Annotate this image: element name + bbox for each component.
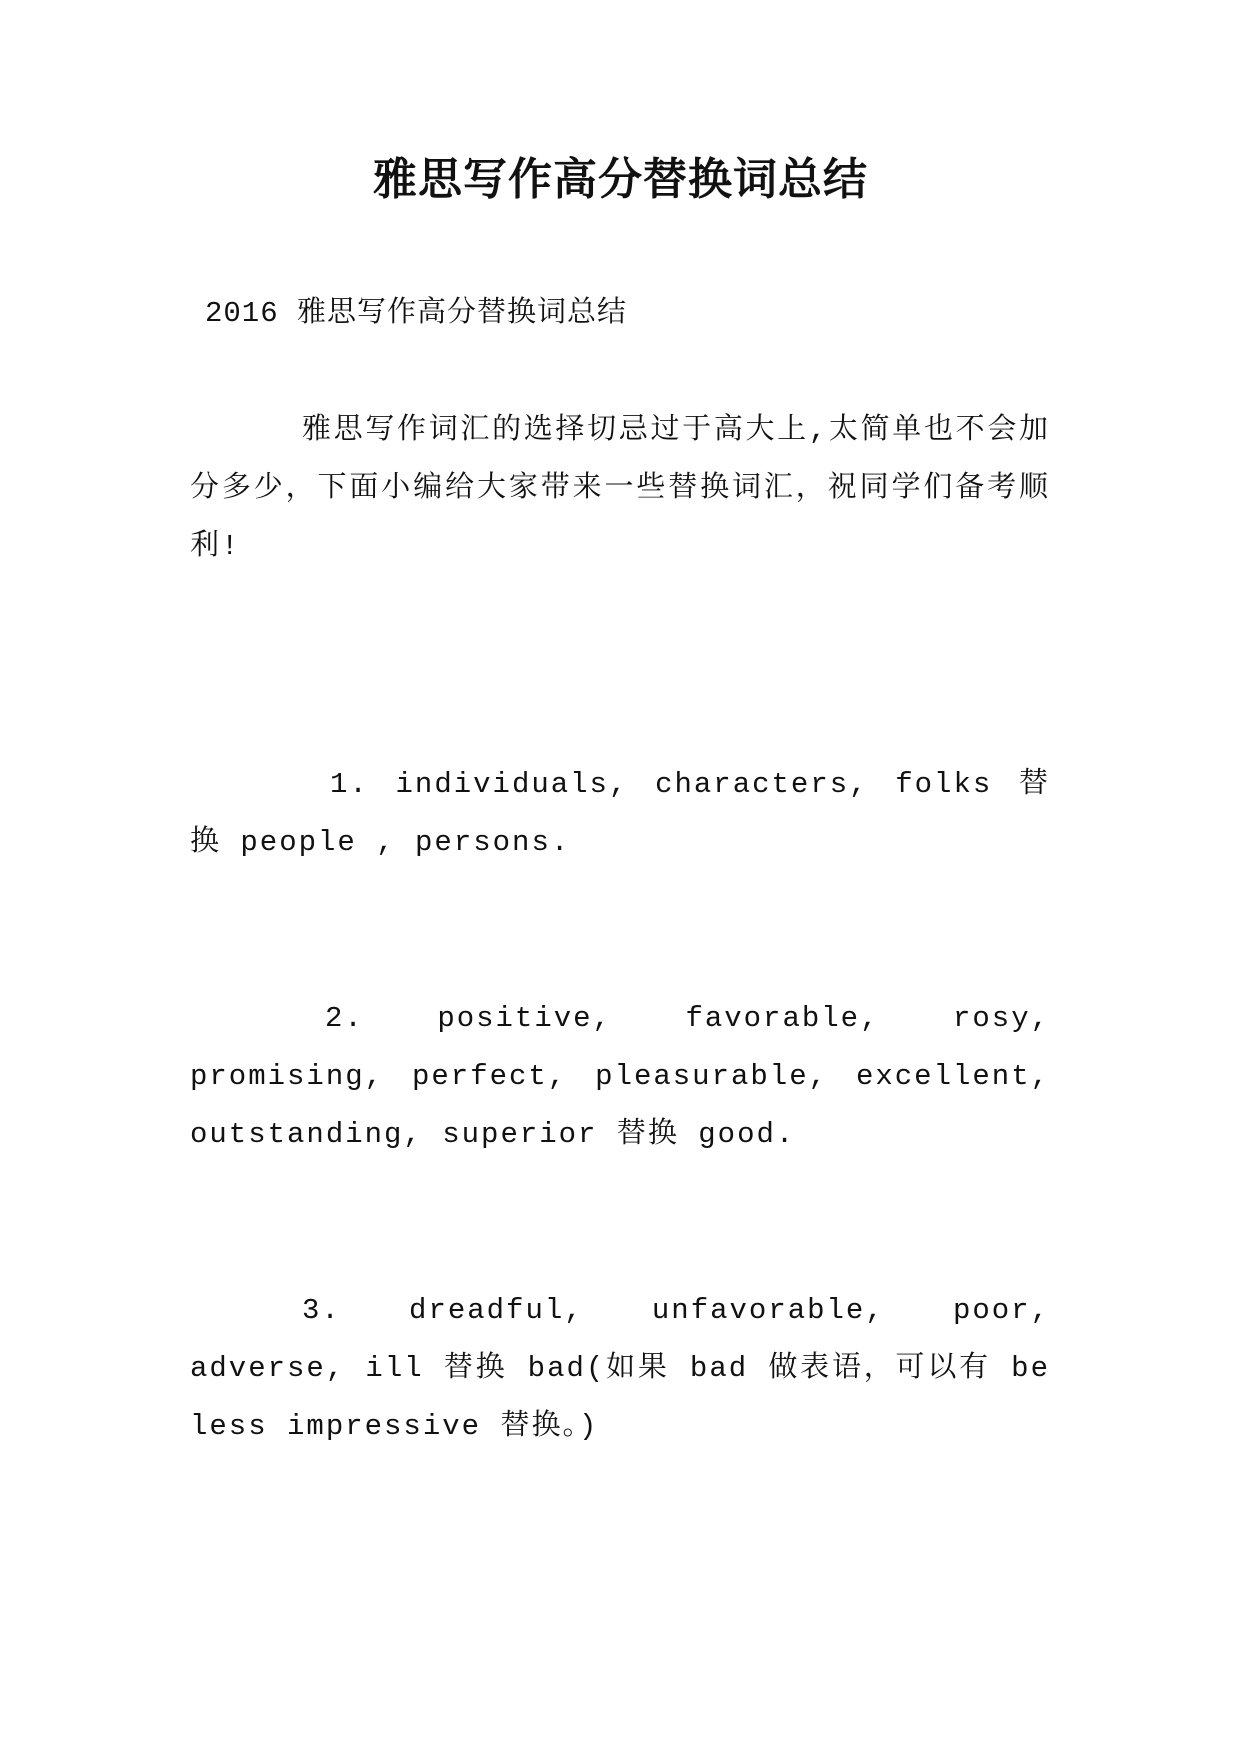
document-title: 雅思写作高分替换词总结 xyxy=(373,154,868,205)
list-item: 2. positive, favorable, rosy, promising, perfect, pleasurable, excellent, outstanding, superior 替换 good. xyxy=(190,1002,1050,1151)
list-item: 1. individuals, characters, folks 替换 people , persons. xyxy=(190,768,1050,859)
intro-paragraph: 雅思写作词汇的选择切忌过于高大上,太简单也不会加分多少，下面小编给大家带来一些替换词汇，祝同学们备考顺利! xyxy=(190,414,1050,563)
document-subtitle: 2016 雅思写作高分替换词总结 xyxy=(205,297,628,330)
list-item: 3. dreadful, unfavorable, poor, adverse, ill 替换 bad(如果 bad 做表语，可以有 be less impressive 替换。) xyxy=(190,1294,1050,1443)
